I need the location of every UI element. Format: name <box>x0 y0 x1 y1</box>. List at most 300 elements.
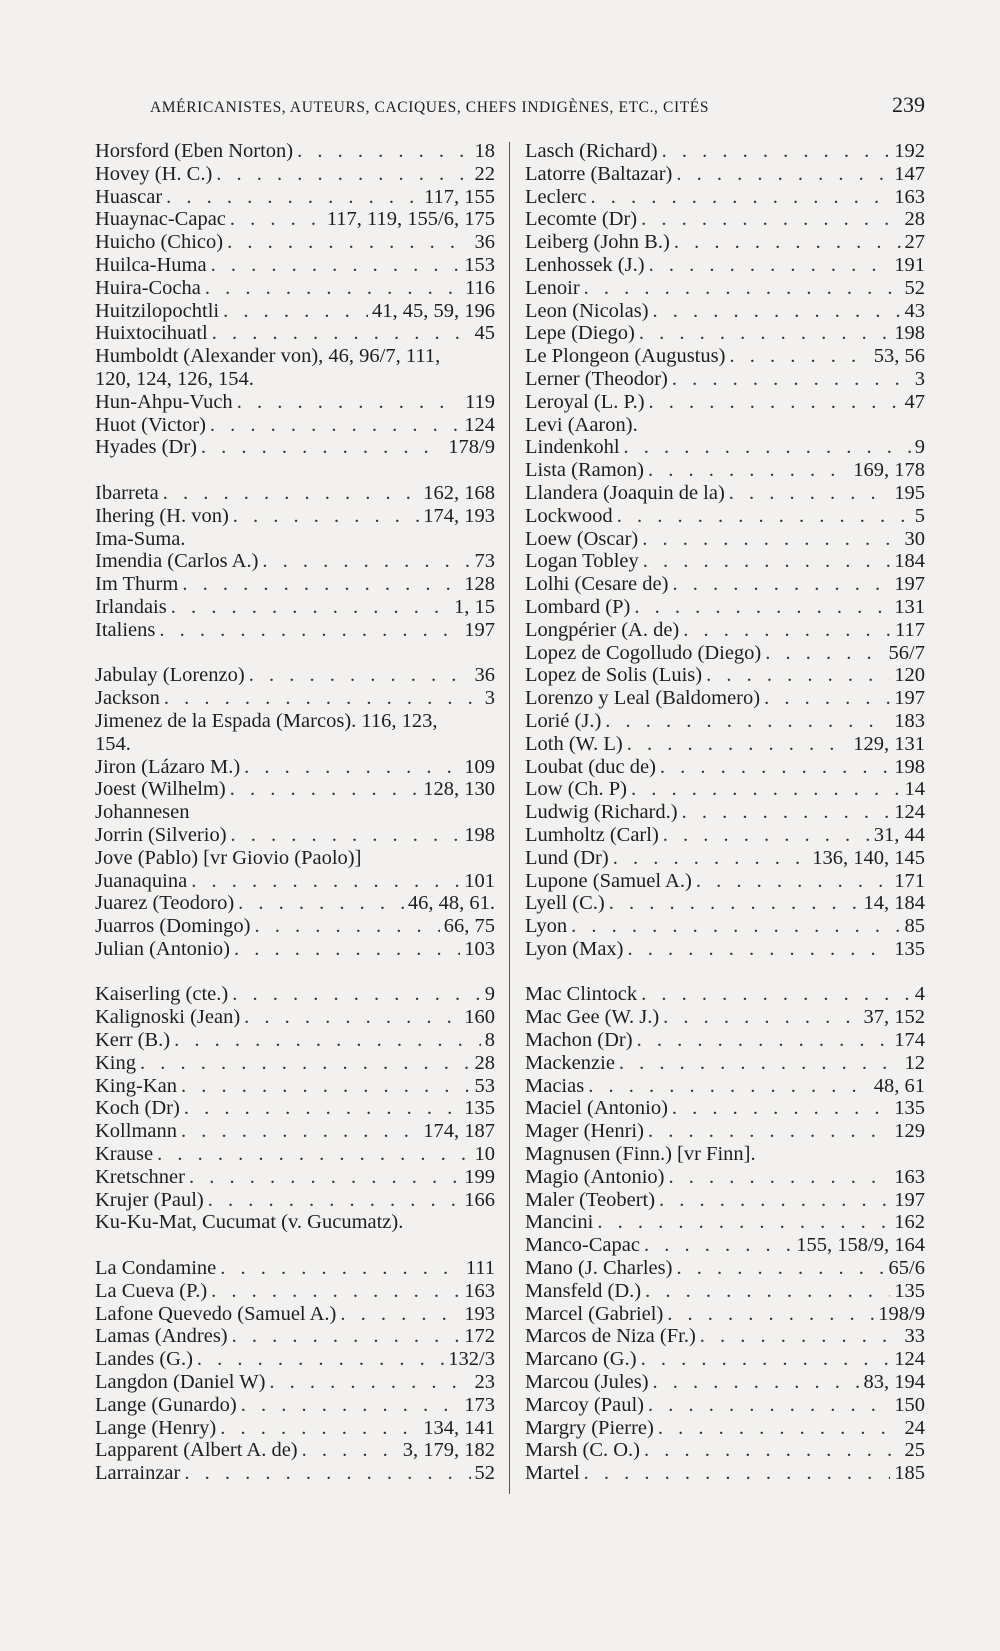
index-entry <box>525 733 925 756</box>
entry-name: Maciel (Antonio) <box>525 1097 668 1120</box>
index-entry <box>525 254 925 277</box>
index-entry <box>525 140 925 163</box>
entry-name: Langdon (Daniel W) <box>95 1371 266 1394</box>
entry-pages: 124 <box>464 413 495 436</box>
index-entry <box>525 436 925 459</box>
entry-name: Krujer (Paul) <box>95 1188 204 1211</box>
index-entry <box>525 756 925 779</box>
entry-name: Lund (Dr) <box>525 846 609 869</box>
entry-pages: 33 <box>904 1325 925 1348</box>
entry-pages: 41, 45, 59, 196 <box>372 299 495 322</box>
dot-leader <box>643 550 890 573</box>
dot-leader <box>302 1439 399 1462</box>
entry-pages: 24 <box>904 1416 925 1439</box>
entry-pages: 9 <box>484 983 495 1006</box>
dot-leader <box>644 1439 900 1462</box>
entry-name: Marcou (Jules) <box>525 1371 649 1394</box>
dot-leader <box>140 1052 471 1075</box>
letter-section-gap <box>95 642 495 665</box>
dot-leader <box>223 300 368 323</box>
index-entry <box>525 368 925 391</box>
dot-leader <box>597 1211 890 1234</box>
entry-pages: 30 <box>904 527 925 550</box>
entry-name: Jabulay (Lorenzo) <box>95 664 245 687</box>
entry-pages: 163 <box>894 185 925 208</box>
index-entry <box>525 482 925 505</box>
dot-leader <box>189 1166 460 1189</box>
entry-name: Julian (Antonio) <box>95 937 230 960</box>
entry-name: Imendia (Carlos A.) <box>95 550 259 573</box>
dot-leader <box>216 163 470 186</box>
index-entry <box>525 1394 925 1417</box>
entry-name: Juarros (Domingo) <box>95 915 251 938</box>
dot-leader <box>682 801 891 824</box>
entry-pages: 36 <box>474 231 495 254</box>
dot-leader <box>660 756 890 779</box>
index-entry <box>525 391 925 414</box>
entry-name: Leon (Nicolas) <box>525 299 649 322</box>
dot-leader <box>208 1189 461 1212</box>
entry-name: Juanaquina <box>95 869 188 892</box>
entry-name: Kretschner <box>95 1165 185 1188</box>
entry-pages: 3 <box>914 367 925 390</box>
dot-leader <box>210 414 460 437</box>
entry-name: Leclerc <box>525 185 587 208</box>
entry-name: Larrainzar <box>95 1462 181 1485</box>
index-entry <box>95 1257 495 1280</box>
index-entry <box>95 322 495 345</box>
dot-leader <box>696 870 890 893</box>
entry-name: Hovey (H. C.) <box>95 162 213 185</box>
entry-name: Leroyal (L. P.) <box>525 390 645 413</box>
entry-name: Maler (Teobert) <box>525 1188 656 1211</box>
dot-leader <box>676 1257 884 1280</box>
index-entry <box>95 596 495 619</box>
dot-leader <box>184 1097 460 1120</box>
index-entry <box>95 345 495 368</box>
entry-name: Le Plongeon (Augustus) <box>525 345 726 368</box>
entry-name: Lange (Henry) <box>95 1416 217 1439</box>
entry-pages: 150 <box>894 1393 925 1416</box>
index-entry <box>525 687 925 710</box>
header-title: AMÉRICANISTES, AUTEURS, CACIQUES, CHEFS INDIGÈNES, ETC., CITÉS <box>150 99 710 116</box>
entry-name: Lapparent (Albert A. de) <box>95 1439 298 1462</box>
entry-pages: 53, 56 <box>873 345 925 368</box>
index-entry <box>525 664 925 687</box>
entry-name: Lockwood <box>525 504 613 527</box>
entry-pages: 174, 187 <box>423 1120 495 1143</box>
letter-section-gap <box>525 961 925 984</box>
dot-leader <box>584 1462 891 1485</box>
entry-pages: 22 <box>474 162 495 185</box>
dot-leader <box>211 1280 460 1303</box>
entry-pages: 198 <box>894 755 925 778</box>
dot-leader <box>181 1120 419 1143</box>
dot-leader <box>667 1303 874 1326</box>
entry-name: Lorenzo y Leal (Baldomero) <box>525 687 761 710</box>
dot-leader <box>649 254 891 277</box>
entry-pages: 12 <box>904 1051 925 1074</box>
entry-name: Ibarreta <box>95 481 159 504</box>
entry-name: Marsh (C. O.) <box>525 1439 641 1462</box>
index-entry <box>95 1303 495 1326</box>
entry-pages: 25 <box>904 1439 925 1462</box>
entry-name: Logan Tobley <box>525 550 639 573</box>
entry-name: Marcano (G.) <box>525 1348 637 1371</box>
entry-name: Low (Ch. P) <box>525 778 627 801</box>
entry-name: Johannesen <box>95 801 190 824</box>
entry-pages: 45 <box>474 322 495 345</box>
entry-pages: 193 <box>464 1302 495 1325</box>
entry-continuation: 120, 124, 126, 154. <box>95 367 254 390</box>
entry-name: Marcel (Gabriel) <box>525 1302 664 1325</box>
dot-leader <box>166 186 420 209</box>
dot-leader <box>628 938 891 961</box>
entry-name: Levi (Aaron). <box>525 413 638 436</box>
entry-name: Juarez (Teodoro) <box>95 892 235 915</box>
entry-name: Llandera (Joaquin de la) <box>525 481 725 504</box>
entry-name: Landes (G.) <box>95 1348 193 1371</box>
entry-pages: 9 <box>914 436 925 459</box>
index-entry <box>525 1075 925 1098</box>
dot-leader <box>241 1394 461 1417</box>
entry-name: Margry (Pierre) <box>525 1416 654 1439</box>
entry-pages: 132/3 <box>448 1348 495 1371</box>
dot-leader <box>706 664 890 687</box>
index-entry <box>95 1462 495 1485</box>
index-entry <box>525 277 925 300</box>
index-entry <box>95 756 495 779</box>
entry-pages: 46, 48, 61. <box>407 892 495 915</box>
index-entry <box>95 414 495 437</box>
dot-leader <box>184 1462 470 1485</box>
entry-name: Magio (Antonio) <box>525 1165 665 1188</box>
entry-pages: 23 <box>474 1371 495 1394</box>
entry-name: Irlandais <box>95 595 167 618</box>
entry-name: Italiens <box>95 618 156 641</box>
entry-name: Mansfeld (D.) <box>525 1279 642 1302</box>
index-entry <box>525 1143 925 1166</box>
entry-pages: 131 <box>894 595 925 618</box>
entry-pages: 4 <box>914 983 925 1006</box>
dot-leader <box>237 391 461 414</box>
index-entry <box>95 505 495 528</box>
index-entry <box>525 870 925 893</box>
index-entry <box>525 983 925 1006</box>
entry-name: Lopez de Solis (Luis) <box>525 664 703 687</box>
entry-pages: 47 <box>904 390 925 413</box>
entry-pages: 199 <box>464 1165 495 1188</box>
entry-name: Lange (Gunardo) <box>95 1393 237 1416</box>
dot-leader <box>662 140 891 163</box>
index-entry <box>95 710 495 733</box>
dot-leader <box>234 938 460 961</box>
dot-leader <box>244 756 460 779</box>
dot-leader <box>197 1348 444 1371</box>
index-entry <box>95 1325 495 1348</box>
index-entry <box>95 1394 495 1417</box>
index-entry <box>95 528 495 551</box>
entry-name: Lerner (Theodor) <box>525 367 668 390</box>
entry-pages: 153 <box>464 253 495 276</box>
index-entry <box>525 1211 925 1234</box>
entry-pages: 117 <box>895 618 925 641</box>
entry-name: Joest (Wilhelm) <box>95 778 226 801</box>
entry-name: Lenoir <box>525 276 580 299</box>
entry-pages: 48, 61 <box>873 1074 925 1097</box>
entry-pages: 31, 44 <box>873 823 925 846</box>
dot-leader <box>227 231 470 254</box>
dot-leader <box>230 208 323 231</box>
entry-name: Huaynac-Capac <box>95 208 226 231</box>
page-number: 239 <box>892 92 925 117</box>
entry-pages: 197 <box>894 1188 925 1211</box>
dot-leader <box>729 482 890 505</box>
index-entry <box>95 824 495 847</box>
entry-pages: 10 <box>474 1143 495 1166</box>
index-entry <box>95 1029 495 1052</box>
column-divider <box>509 142 510 1494</box>
entry-pages: 85 <box>904 915 925 938</box>
dot-leader <box>232 983 481 1006</box>
entry-name: Leiberg (John B.) <box>525 231 670 254</box>
entry-pages: 198/9 <box>878 1302 925 1325</box>
entry-pages: 174 <box>894 1029 925 1052</box>
dot-leader <box>672 573 890 596</box>
entry-pages: 1, 15 <box>454 595 495 618</box>
dot-leader <box>164 687 481 710</box>
entry-name: Lyell (C.) <box>525 892 605 915</box>
entry-pages: 56/7 <box>888 641 925 664</box>
index-entry <box>95 186 495 209</box>
entry-name: Lamas (Andres) <box>95 1325 228 1348</box>
entry-name: Mac Gee (W. J.) <box>525 1006 660 1029</box>
entry-name: Magnusen (Finn.) [vr Finn]. <box>525 1143 756 1166</box>
index-entry <box>525 1097 925 1120</box>
index-entry <box>95 847 495 870</box>
index-entry <box>525 847 925 870</box>
running-header <box>150 92 925 122</box>
entry-pages: 128 <box>464 573 495 596</box>
index-entry <box>525 1257 925 1280</box>
index-entry <box>525 414 925 437</box>
entry-pages: 198 <box>894 322 925 345</box>
entry-pages: 155, 158/9, 164 <box>796 1234 925 1257</box>
entry-pages: 160 <box>464 1006 495 1029</box>
index-entry <box>525 1029 925 1052</box>
entry-pages: 173 <box>464 1393 495 1416</box>
index-entry <box>95 208 495 231</box>
index-entry <box>95 1348 495 1371</box>
entry-pages: 134, 141 <box>423 1416 495 1439</box>
dot-leader <box>238 892 404 915</box>
dot-leader <box>588 1075 870 1098</box>
dot-leader <box>254 915 439 938</box>
entry-name: Ihering (H. von) <box>95 504 229 527</box>
dot-leader <box>634 596 890 619</box>
letter-section-gap <box>95 459 495 482</box>
dot-leader <box>672 1097 890 1120</box>
index-entry <box>95 664 495 687</box>
index-entry <box>525 915 925 938</box>
entry-name: Jove (Pablo) [vr Giovio (Paolo)] <box>95 846 362 869</box>
index-entry <box>95 140 495 163</box>
index-entry <box>95 778 495 801</box>
index-entry <box>95 1371 495 1394</box>
entry-pages: 169, 178 <box>853 459 925 482</box>
entry-pages: 28 <box>474 1051 495 1074</box>
entry-name: Kalignoski (Jean) <box>95 1006 241 1029</box>
index-entry <box>525 1234 925 1257</box>
entry-name: Huot (Victor) <box>95 413 206 436</box>
entry-pages: 5 <box>914 504 925 527</box>
index-entry <box>95 391 495 414</box>
entry-name: Lumholtz (Carl) <box>525 823 659 846</box>
index-entry <box>95 1120 495 1143</box>
dot-leader <box>648 1394 890 1417</box>
dot-leader <box>181 1075 471 1098</box>
dot-leader <box>663 1006 859 1029</box>
entry-name: Hyades (Dr) <box>95 436 197 459</box>
entry-pages: 3 <box>484 687 495 710</box>
dot-leader <box>159 619 460 642</box>
entry-name: Mac Clintock <box>525 983 638 1006</box>
index-entry <box>95 1052 495 1075</box>
entry-pages: 36 <box>474 664 495 687</box>
entry-name: Lenhossek (J.) <box>525 253 645 276</box>
entry-pages: 116 <box>465 276 495 299</box>
entry-name: Mano (J. Charles) <box>525 1257 673 1280</box>
dot-leader <box>171 596 450 619</box>
index-entry <box>525 208 925 231</box>
index-entry <box>95 870 495 893</box>
dot-leader <box>663 824 870 847</box>
entry-pages: 111 <box>465 1257 495 1280</box>
entry-name: Ku-Ku-Mat, Cucumat (v. Gucumatz). <box>95 1211 404 1234</box>
dot-leader <box>641 983 911 1006</box>
dot-leader <box>653 1371 860 1394</box>
dot-leader <box>642 528 900 551</box>
dot-leader <box>627 733 850 756</box>
dot-leader <box>648 1120 890 1143</box>
entry-pages: 135 <box>894 1097 925 1120</box>
index-entry <box>95 801 495 824</box>
index-entry <box>525 1120 925 1143</box>
dot-leader <box>609 892 860 915</box>
dot-leader <box>605 710 890 733</box>
entry-pages: 135 <box>894 937 925 960</box>
entry-pages: 171 <box>894 869 925 892</box>
entry-pages: 27 <box>904 231 925 254</box>
entry-pages: 162, 168 <box>423 481 495 504</box>
index-entry <box>525 345 925 368</box>
dot-leader <box>157 1143 470 1166</box>
entry-name: Jiron (Lázaro M.) <box>95 755 241 778</box>
entry-name: Lorié (J.) <box>525 709 602 732</box>
entry-name: Ludwig (Richard.) <box>525 801 678 824</box>
entry-name: Marcoy (Paul) <box>525 1393 644 1416</box>
entry-name: Mackenzie <box>525 1051 615 1074</box>
entry-pages: 162 <box>894 1211 925 1234</box>
entry-pages: 8 <box>484 1029 495 1052</box>
entry-pages: 73 <box>474 550 495 573</box>
entry-name: Mager (Henri) <box>525 1120 644 1143</box>
index-entry <box>95 687 495 710</box>
entry-name: Kaiserling (cte.) <box>95 983 229 1006</box>
entry-pages: 163 <box>894 1165 925 1188</box>
entry-name: Huixtocihuatl <box>95 322 208 345</box>
dot-leader <box>262 550 470 573</box>
entry-pages: 191 <box>894 253 925 276</box>
index-entry <box>525 1166 925 1189</box>
entry-name: Horsford (Eben Norton) <box>95 140 294 162</box>
entry-name: Koch (Dr) <box>95 1097 180 1120</box>
entry-name: Lyon (Max) <box>525 937 624 960</box>
entry-name: Jimenez de la Espada (Marcos). 116, 123, <box>95 709 438 732</box>
entry-name: Hun-Ahpu-Vuch <box>95 390 233 413</box>
index-entry <box>95 1143 495 1166</box>
index-entry <box>95 231 495 254</box>
entry-name: Martel <box>525 1462 580 1485</box>
dot-leader <box>631 778 901 801</box>
dot-leader <box>619 1052 901 1075</box>
entry-name: King <box>95 1051 136 1074</box>
index-entry <box>525 550 925 573</box>
right-index-column <box>525 140 925 1485</box>
index-entry <box>95 1189 495 1212</box>
dot-leader <box>624 436 911 459</box>
dot-leader <box>645 1280 890 1303</box>
dot-leader <box>230 778 420 801</box>
dot-leader <box>653 300 901 323</box>
entry-pages: 172 <box>464 1325 495 1348</box>
entry-pages: 66, 75 <box>443 915 495 938</box>
entry-name: Im Thurm <box>95 573 179 596</box>
entry-pages: 3, 179, 182 <box>402 1439 495 1462</box>
entry-name: Machon (Dr) <box>525 1029 633 1052</box>
entry-name: Lolhi (Cesare de) <box>525 573 669 596</box>
entry-name: Huascar <box>95 185 163 208</box>
index-entry <box>525 1303 925 1326</box>
entry-name: Jorrin (Silverio) <box>95 823 227 846</box>
entry-name: Krause <box>95 1143 154 1166</box>
index-entry <box>525 824 925 847</box>
index-entry <box>525 1371 925 1394</box>
entry-name: La Cueva (P.) <box>95 1279 208 1302</box>
dot-leader <box>658 1417 901 1440</box>
dot-leader <box>641 1348 891 1371</box>
index-entry <box>525 1189 925 1212</box>
entry-name: Huilca-Huma <box>95 253 207 276</box>
dot-leader <box>191 870 460 893</box>
entry-pages: 197 <box>894 573 925 596</box>
entry-pages: 129 <box>894 1120 925 1143</box>
index-entry <box>525 186 925 209</box>
index-entry <box>525 528 925 551</box>
index-entry <box>95 892 495 915</box>
entry-pages: 128, 130 <box>423 778 495 801</box>
dot-leader <box>637 1029 891 1052</box>
index-entry <box>95 1166 495 1189</box>
dot-leader <box>211 254 461 277</box>
entry-pages: 184 <box>894 550 925 573</box>
dot-leader <box>676 163 890 186</box>
index-entry <box>95 1075 495 1098</box>
entry-name: Manco-Capac <box>525 1234 640 1257</box>
index-entry <box>95 938 495 961</box>
index-entry <box>95 1211 495 1234</box>
entry-pages: 120 <box>894 664 925 687</box>
